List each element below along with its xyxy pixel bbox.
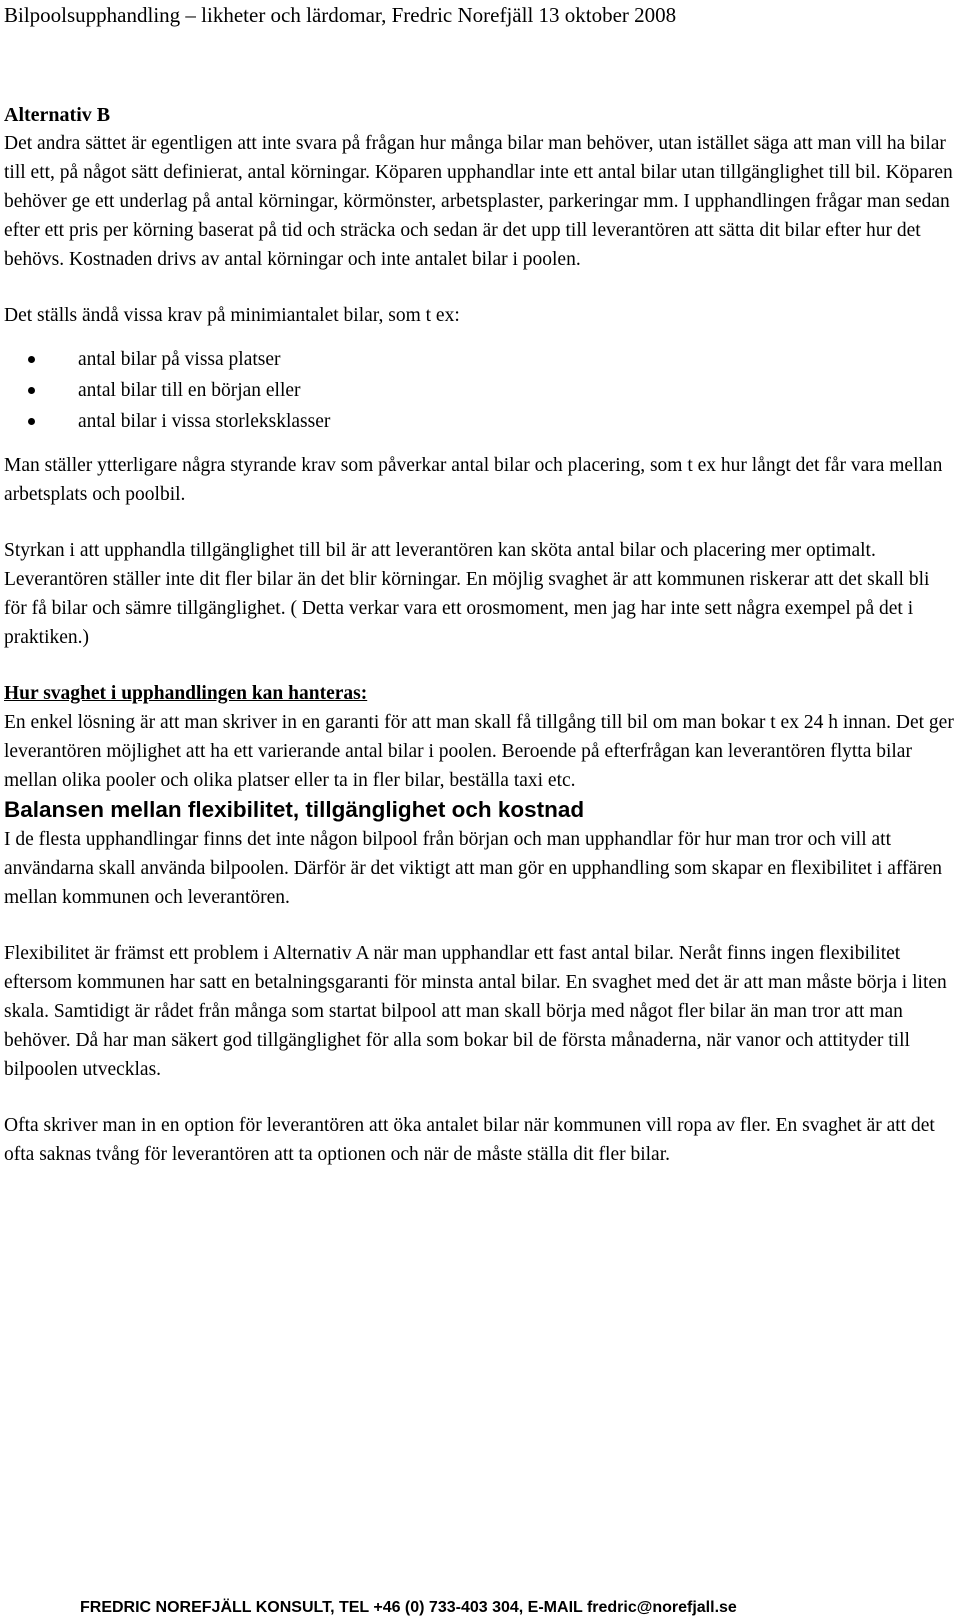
list-item [4, 344, 954, 375]
paragraph-option: Ofta skriver man in en option för leverantören att öka antalet bilar när kommunen vill ropa av fler. En svaghet är att det ofta saknas tvång för leverantören att ta optionen och när de måste ställa dit fler bilar. [4, 1115, 935, 1165]
heading-weakness-handling: Hur svaghet i upphandlingen kan hanteras: [4, 683, 368, 704]
paragraph-alt-b-intro: Det andra sättet är egentligen att inte svara på frågan hur många bilar man behöver, utan istället säga att man vill ha bilar till ett, på något sätt definierat, antal körningar. Köparen upphandlar inte ett antal bilar utan tillgänglighet till bil. Köparen behöver ge ett underlag på antal körningar, körmönster, arbetsplaster, parkeringar mm. I upphandlingen frågar man sedan efter ett pris per körning baserat på tid och sträcka och sedan är det upp till leverantören att sätta dit bilar efter hur det behövs. Kostnaden drivs av antal körningar och inte antalet bilar i poolen. [4, 133, 953, 270]
paragraph-strengths: Styrkan i att upphandla tillgänglighet till bil är att leverantören kan sköta antal bilar och placering mer optimalt. Leverantören ställer inte dit fler bilar än det blir körningar. En möjlig svaghet är att kommunen riskerar att det skall bli för få bilar och sämre tillgänglighet. ( Detta verkar vara ett orosmoment, men jag har inte sett några exempel på det i praktiken.) [4, 540, 930, 648]
list-item [4, 406, 954, 437]
list-item-text: antal bilar i vissa storleksklasser [78, 411, 331, 432]
bullet-icon [28, 418, 35, 425]
heading-alternative-b: Alternativ B [4, 104, 111, 126]
requirements-list [4, 344, 954, 437]
list-item-text: antal bilar till en början eller [78, 380, 301, 401]
document-body [4, 101, 954, 1169]
heading-balance: Balansen mellan flexibilitet, tillgänglighet och kostnad [4, 797, 585, 822]
list-item-text: antal bilar på vissa platser [78, 349, 281, 370]
paragraph-additional-requirements: Man ställer ytterligare några styrande krav som påverkar antal bilar och placering, som t ex hur långt det får vara mellan arbetsplats och poolbil. [4, 455, 943, 505]
bullet-icon [28, 387, 35, 394]
paragraph-balance-intro: I de flesta upphandlingar finns det inte någon bilpool från början och man upphandlar för hur man tror och vill att användarna skall använda bilpoolen. Därför är det viktigt att man gör en upphandling som skapar en flexibilitet i affären mellan kommunen och leverantören. [4, 829, 943, 908]
paragraph-flexibility: Flexibilitet är främst ett problem i Alternativ A när man upphandlar ett fast antal bilar. Neråt finns ingen flexibilitet eftersom kommunen har satt en betalningsgaranti för minsta antal bilar. En svaghet med det är att man måste börja i liten skala. Samtidigt är rådet från många som startat bilpool att man skall börja med något fler bilar än man tror att man behöver. Då har man säkert god tillgänglighet för alla som bokar bil de första månaderna, när vanor och attityder till bilpoolen utvecklas. [4, 943, 947, 1080]
bullet-icon [28, 356, 35, 363]
list-item [4, 375, 954, 406]
paragraph-weakness-solution: En enkel lösning är att man skriver in en garanti för att man skall få tillgång till bil om man bokar t ex 24 h innan. Det ger leverantören möjlighet att ha ett varierande antal bilar i poolen. Beroende på efterfrågan kan leverantören flytta bilar mellan olika pooler och olika platser eller ta in fler bilar, beställa taxi etc. [4, 712, 954, 791]
running-header: Bilpoolsupphandling – likheter och lärdomar, Fredric Norefjäll 13 oktober 2008 [4, 3, 677, 27]
paragraph-minimum-requirements: Det ställs ändå vissa krav på minimiantalet bilar, som t ex: [4, 305, 460, 326]
page-footer: FREDRIC NOREFJÄLL KONSULT, TEL +46 (0) 733-403 304, E-MAIL fredric@norefjall.se [80, 1599, 737, 1616]
